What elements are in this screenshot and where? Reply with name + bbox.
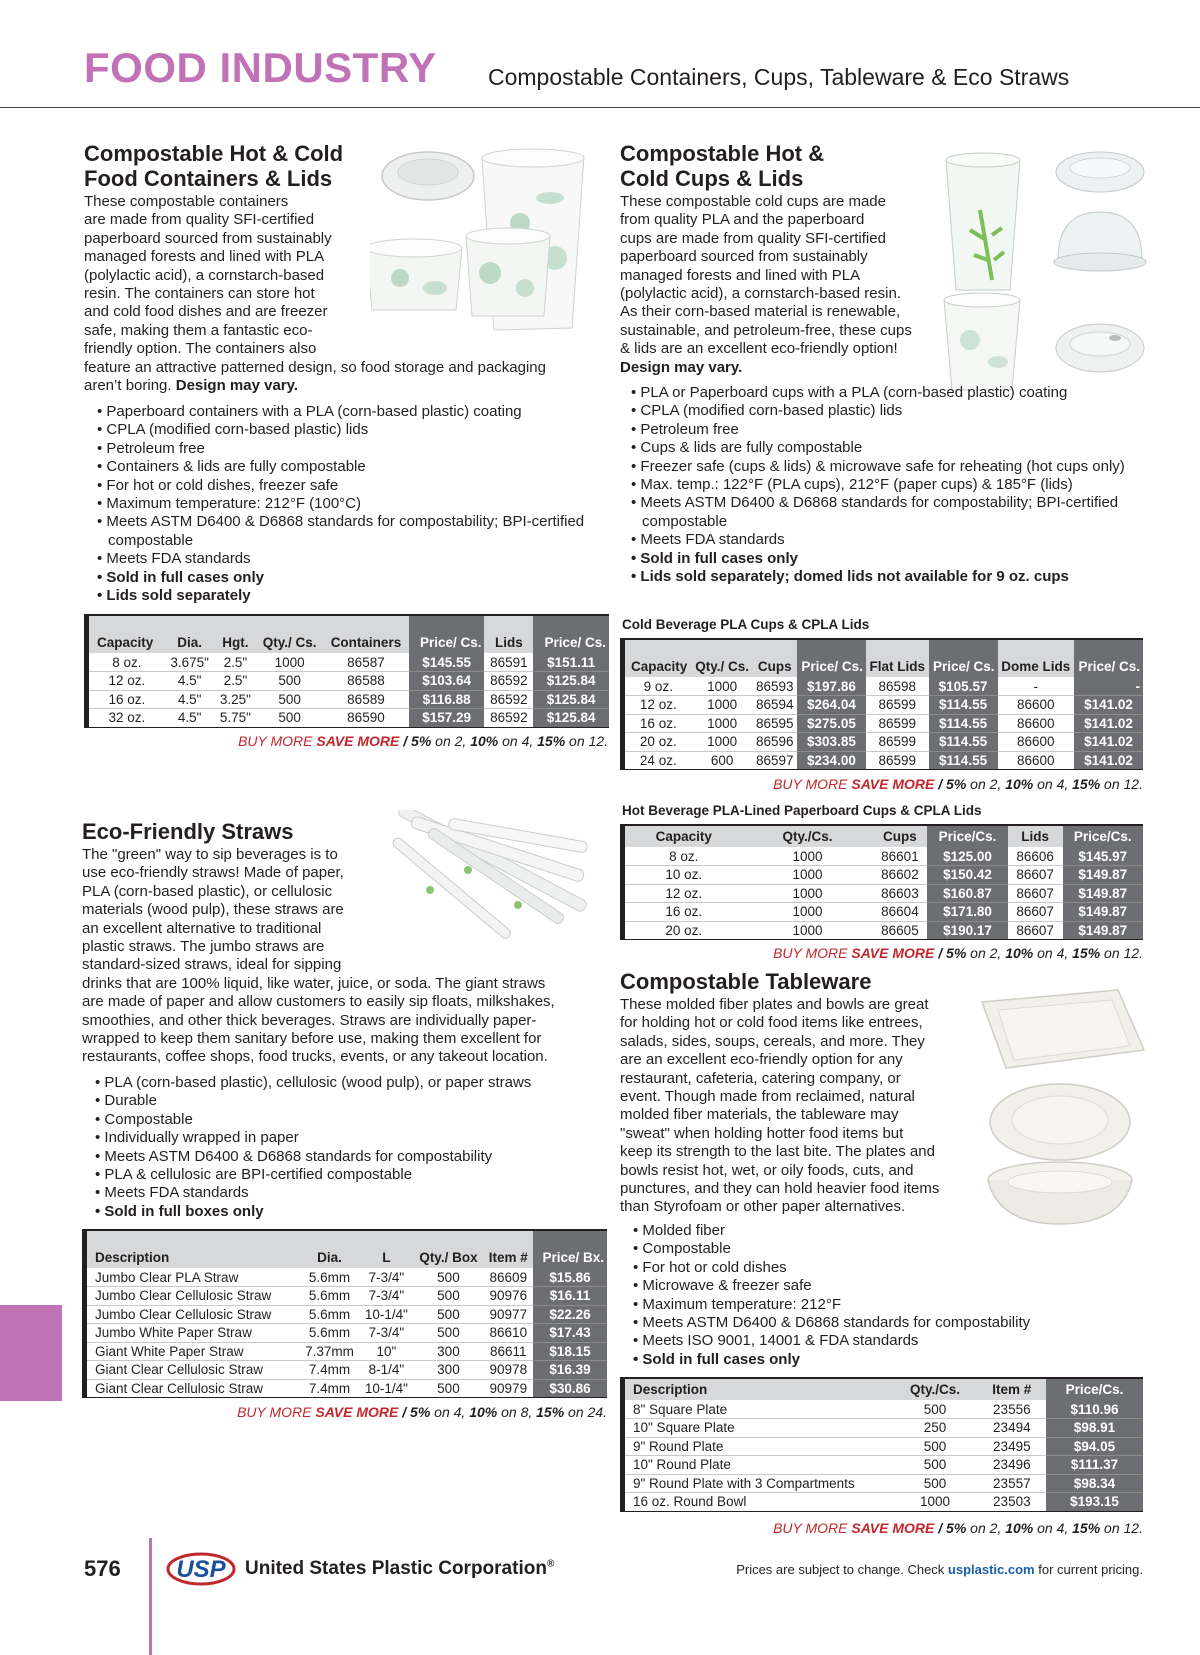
hot-cups-price-table: Capacity Qty./Cs. Cups Price/Cs. Lids Price/Cs. 8 oz. 1000 86601 $125.00 86606 $145.97 10 oz. 1000 86602 $150.42 86607 $149.87 12 oz. 1000 86603 $160.87 86607 $149.87 16 oz. 1000 86604 $171.80 86607 $149.87 20 oz. 1000 86605 $190.17 86607 $149.87 xyxy=(620,824,1143,940)
company-name: United States Plastic Corporation® xyxy=(245,1558,555,1579)
containers-features: • Paperboard containers with a PLA (corn-based plastic) coating • CPLA (modified corn-based plastic) lids • Petroleum free • Containers & lids are fully compostable • For hot or cold dishes, freezer safe • Maximum temperature: 212°F (100°C) • Meets ASTM D6400 & D6868 standards for compostability; BPI-certified compostable • Meets FDA standards • Sold in full cases only • Lids sold separately xyxy=(92,403,602,605)
tableware-price-table: Description Qty./Cs. Item # Price/Cs. 8" Square Plate 500 23556 $110.96 10" Square Plate 250 23494 $98.91 9" Round Plate 500 23495 $94.05 10" Round Plate 500 23496 $111.37 9" Round Plate with 3 Compartments 500 23557 $98.34 16 oz. Round Bowl 1000 23503 $193.15 xyxy=(620,1377,1143,1512)
hot-cups-buy-more: BUY MORE SAVE MORE / 5% on 2, 10% on 4, 15% on 12. xyxy=(773,945,1143,961)
page-number: 576 xyxy=(84,1556,121,1581)
table-row: 32 oz. 4.5" 5.75" 500 86590 $157.29 86592 $125.84 xyxy=(87,709,610,728)
page-header xyxy=(0,0,1200,108)
tableware-description: These molded fiber plates and bowls are great for holding hot or cold food items like entrees, salads, sides, soups, cereals, and more. They are an excellent eco-friendly option for any restaurant, cafeteria, catering company, or event. Though made from reclaimed, natural molded fiber materials, the tableware may "sweat" when holding hotter food items but keep its strength to the last bite. The plates and bowls resist hot, wet, or oily foods, cuts, and punctures, and they can hold heavier food items than Styrofoam or other paper alternatives. xyxy=(620,996,940,1216)
cups-description: These compostable cold cups are made from quality PLA and the paperboard cups are made from quality SFI-certified paperboard sourced from sustainably managed forests and lined with PLA (polylactic acid), a cornstarch-based resin. As their corn-based material is renewable, sustainable, and petroleum-free, these cups & lids are an excellent eco-friendly option! Design may vary. xyxy=(620,193,912,376)
table-row: 10 oz. 1000 86602 $150.42 86607 $149.87 xyxy=(623,866,1144,885)
hot-cups-caption: Hot Beverage PLA-Lined Paperboard Cups & CPLA Lids xyxy=(622,803,982,818)
table-row: 10" Square Plate 250 23494 $98.91 xyxy=(623,1419,1144,1438)
tableware-buy-more: BUY MORE SAVE MORE / 5% on 2, 10% on 4, 15% on 12. xyxy=(773,1520,1143,1536)
table-row: 16 oz. 4.5" 3.25" 500 86589 $116.88 86592 $125.84 xyxy=(87,690,610,709)
table-row: 8 oz. 3.675" 2.5" 1000 86587 $145.55 86591 $151.11 xyxy=(87,653,610,672)
table-row: 20 oz. 1000 86596 $303.85 86599 $114.55 86600 $141.02 xyxy=(623,733,1144,752)
table-row: Giant Clear Cellulosic Straw 7.4mm 8-1/4" 300 90978 $16.39 xyxy=(85,1361,608,1380)
table-row: 8 oz. 1000 86601 $125.00 86606 $145.97 xyxy=(623,847,1144,866)
cups-features: • PLA or Paperboard cups with a PLA (corn-based plastic) coating • CPLA (modified corn-based plastic) lids • Petroleum free • Cups & lids are fully compostable • Freezer safe (cups & lids) & microwave safe for reheating (hot cups only) • Max. temp.: 122°F (PLA cups), 212°F (paper cups) & 185°F (lids) • Meets ASTM D6400 & D6868 standards for compostability; BPI-certified compostable • Meets FDA standards • Sold in full cases only • Lids sold separately; domed lids not available for 9 oz. cups xyxy=(626,384,1146,586)
pricing-note: Prices are subject to change. Check usplastic.com for current pricing. xyxy=(736,1562,1143,1577)
cold-cups-price-table: Capacity Qty./ Cs. Cups Price/ Cs. Flat Lids Price/ Cs. Dome Lids Price/ Cs. 9 oz. 1000 86593 $197.86 86598 $105.57 - - 12 oz. 1000 86594 $264.04 86599 $114.55 86600 $141.02 16 oz. 1000 86595 $275.05 86599 $114.55 86600 $141.02 20 oz. 1000 86596 $303.85 86599 $114.55 86600 $141.02 24 oz. 600 86597 $234.00 86599 $114.55 86600 $141.02 xyxy=(620,638,1143,770)
table-row: 16 oz. 1000 86604 $171.80 86607 $149.87 xyxy=(623,903,1144,922)
table-row: 16 oz. 1000 86595 $275.05 86599 $114.55 86600 $141.02 xyxy=(623,714,1144,733)
straws-description: The "green" way to sip beverages is to use eco-friendly straws! Made of paper, PLA (corn-based plastic), or cellulosic materials (wood pulp), these straws are an excellent alternative to traditional plastic straws. The jumbo straws are standard-sized straws, ideal for sipping drinks that are 100% liquid, like water, juice, or soda. The giant straws are made of paper and allow customers to easily sip floats, milkshakes, smoothies, and other thick beverages. Straws are individually paper- wrapped to keep them sanitary before use, making them excellent for restaurants, coffee shops, food trucks, events, or any takeout location. xyxy=(82,846,555,1066)
tableware-features: • Molded fiber • Compostable • For hot or cold dishes • Microwave & freezer safe • Maximum temperature: 212°F • Meets ASTM D6400 & D6868 standards for compostability • Meets ISO 9001, 14001 & FDA standards • Sold in full cases only xyxy=(628,1222,1148,1369)
table-row: Giant White Paper Straw 7.37mm 10" 300 86611 $18.15 xyxy=(85,1342,608,1361)
straws-features: • PLA (corn-based plastic), cellulosic (wood pulp), or paper straws • Durable • Compostable • Individually wrapped in paper • Meets ASTM D6400 & D6868 standards for compostability • PLA & cellulosic are BPI-certified compostable • Meets FDA standards • Sold in full boxes only xyxy=(90,1074,610,1221)
table-row: 12 oz. 1000 86594 $264.04 86599 $114.55 86600 $141.02 xyxy=(623,696,1144,715)
table-row: Jumbo White Paper Straw 5.6mm 7-3/4" 500 86610 $17.43 xyxy=(85,1324,608,1343)
table-row: 20 oz. 1000 86605 $190.17 86607 $149.87 xyxy=(623,921,1144,940)
table-row: 8" Square Plate 500 23556 $110.96 xyxy=(623,1400,1144,1419)
table-row: 9" Round Plate 500 23495 $94.05 xyxy=(623,1437,1144,1456)
table-row: Giant Clear Cellulosic Straw 7.4mm 10-1/4" 500 90979 $30.86 xyxy=(85,1379,608,1398)
page-title: FOOD INDUSTRY xyxy=(84,44,437,91)
footer-divider xyxy=(149,1538,152,1655)
section-side-tab xyxy=(0,1305,62,1401)
tableware-title: Compostable Tableware xyxy=(620,969,872,994)
cold-cups-caption: Cold Beverage PLA Cups & CPLA Lids xyxy=(622,617,870,632)
containers-price-table: Capacity Dia. Hgt. Qty./ Cs. Containers Price/ Cs. Lids Price/ Cs. 8 oz. 3.675" 2.5" 1000 86587 $145.55 86591 $151.11 12 oz. 4.5" 2.5" 500 86588 $103.64 86592 $125.84 16 oz. 4.5" 3.25" 500 86589 $116.88 86592 $125.84 32 oz. 4.5" 5.75" 500 86590 $157.29 86592 $125.84 xyxy=(84,614,609,728)
cups-title: Compostable Hot & Cold Cups & Lids xyxy=(620,141,825,191)
straws-product-image xyxy=(368,810,608,965)
usp-logo-icon xyxy=(166,1552,236,1586)
table-row: 9" Round Plate with 3 Compartments 500 23557 $98.34 xyxy=(623,1474,1144,1493)
logo-text: USP xyxy=(176,1556,226,1583)
table-row: Jumbo Clear Cellulosic Straw 5.6mm 7-3/4" 500 90976 $16.11 xyxy=(85,1287,608,1306)
straws-price-table: Description Dia. L Qty./ Box Item # Price/ Bx. Jumbo Clear PLA Straw 5.6mm 7-3/4" 500 86609 $15.86 Jumbo Clear Cellulosic Straw 5.6mm 7-3/4" 500 90976 $16.11 Jumbo Clear Cellulosic Straw 5.6mm 10-1/4" 500 90977 $22.26 Jumbo White Paper Straw 5.6mm 7-3/4" 500 86610 $17.43 Giant White Paper Straw 7.37mm 10" 300 86611 $18.15 Giant Clear Cellulosic Straw 7.4mm 8-1/4" 300 90978 $16.39 Giant Clear Cellulosic Straw 7.4mm 10-1/4" 500 90979 $30.86 xyxy=(82,1229,607,1398)
table-row: Jumbo Clear PLA Straw 5.6mm 7-3/4" 500 86609 $15.86 xyxy=(85,1268,608,1287)
containers-description: These compostable containers are made from quality SFI-certified paperboard sourced from sustainably managed forests and lined with PLA (polylactic acid), a cornstarch-based resin. The containers can store hot and cold food dishes and are freezer safe, making them a fantastic eco- friendly option. The containers also feature an attractive patterned design, so food storage and packaging aren’t boring. Design may vary. xyxy=(84,193,546,395)
table-row: 16 oz. Round Bowl 1000 23503 $193.15 xyxy=(623,1493,1144,1512)
containers-title: Compostable Hot & Cold Food Containers & Lids xyxy=(84,141,344,191)
straws-title: Eco-Friendly Straws xyxy=(82,819,294,844)
containers-product-image xyxy=(370,138,610,338)
table-row: Jumbo Clear Cellulosic Straw 5.6mm 10-1/4" 500 90977 $22.26 xyxy=(85,1305,608,1324)
cups-product-image xyxy=(940,140,1150,400)
table-row: 9 oz. 1000 86593 $197.86 86598 $105.57 - - xyxy=(623,677,1144,696)
tableware-product-image xyxy=(968,980,1153,1225)
straws-buy-more: BUY MORE SAVE MORE / 5% on 4, 10% on 8, 15% on 24. xyxy=(237,1404,607,1420)
containers-buy-more: BUY MORE SAVE MORE / 5% on 2, 10% on 4, 15% on 12. xyxy=(238,733,608,749)
table-row: 12 oz. 1000 86603 $160.87 86607 $149.87 xyxy=(623,884,1144,903)
page-subtitle: Compostable Containers, Cups, Tableware & Eco Straws xyxy=(488,64,1070,90)
table-row: 10" Round Plate 500 23496 $111.37 xyxy=(623,1456,1144,1475)
table-row: 12 oz. 4.5" 2.5" 500 86588 $103.64 86592 $125.84 xyxy=(87,672,610,691)
cold-cups-buy-more: BUY MORE SAVE MORE / 5% on 2, 10% on 4, 15% on 12. xyxy=(773,776,1143,792)
table-row: 24 oz. 600 86597 $234.00 86599 $114.55 86600 $141.02 xyxy=(623,751,1144,770)
website-link[interactable]: usplastic.com xyxy=(947,1562,1035,1577)
